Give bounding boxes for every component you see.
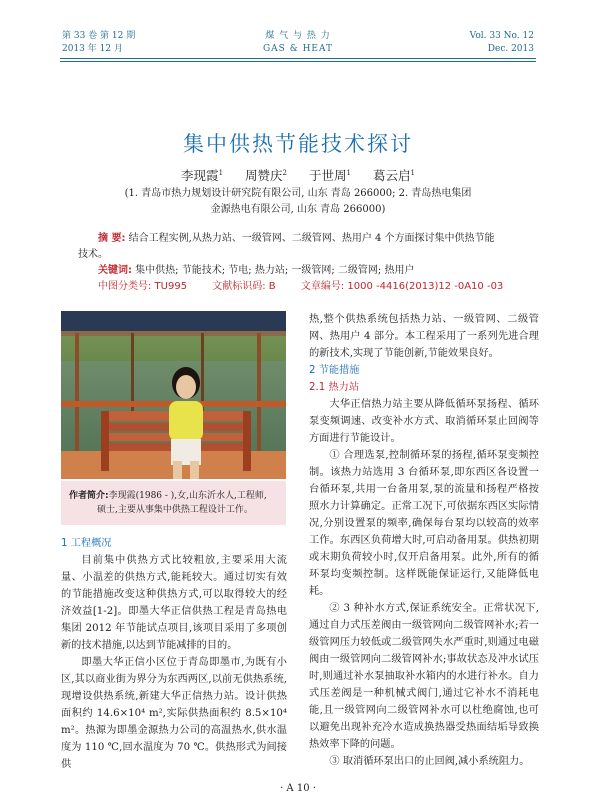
author-bio-label: 作者简介:: [69, 491, 109, 501]
author: [245, 168, 287, 183]
journal-name-cn: 煤 气 与 热 力: [265, 31, 331, 41]
left-column: [61, 535, 287, 773]
affil-mark: 1: [218, 168, 224, 177]
body-paragraph: 即墨大华正信小区位于青岛即墨市,为既有小区,其以商业街为界分为东西两区,以前无供热系统,现增设供热系统,新建大华正信热力站。设计供热面积约 14.6×10⁴ m²,实际供热面积约 8.5×10⁴ m²。热源为即墨金源热力公司的高温热水,供水温度为 110 ℃,回水温度为 70 ℃。供热形式为间接供: [61, 657, 287, 770]
article-number: 文章编号: 1000 -4416(2013)12 -0A10 -03: [300, 281, 504, 292]
affiliation-line: (1. 青岛市热力规划设计研究院有限公司, 山东 青岛 266000; 2. 青岛热电集团: [124, 188, 472, 199]
keywords-label: 关键词:: [98, 265, 132, 276]
author-bio-text-cont: 硕士,主要从事集中供热工程设计工作。: [97, 505, 253, 515]
section-heading: 1 工程概况: [61, 538, 112, 549]
header-rule-double: [60, 61, 536, 62]
subsection-heading: 2.1 热力站: [309, 382, 360, 393]
author-name: 于世周: [308, 168, 347, 183]
journal-volume-en: [470, 30, 534, 56]
author-bio-text: 李现霞(1986 - ),女,山东沂水人,工程师,: [108, 491, 267, 501]
author-list: [0, 166, 596, 184]
volume-issue: 第 33 卷 第 12 期: [62, 31, 136, 41]
abstract-text: 结合工程实例,从热力站、一级管网、二级管网、热用户 4 个方面探讨集中供热节能: [125, 233, 495, 244]
volume-en: Vol. 33 No. 12: [469, 31, 534, 41]
journal-name-en: GAS & HEAT: [262, 44, 334, 54]
abstract-label: 摘 要:: [98, 233, 126, 244]
page-number: · A 10 ·: [280, 783, 316, 794]
classification-line: [98, 279, 528, 295]
author-photo: [61, 311, 286, 479]
author-name: 周赞庆: [245, 168, 283, 183]
author-bio: [61, 481, 286, 525]
author-name: 李现霞: [181, 168, 219, 183]
affiliation-line: 金源热电有限公司, 山东 青岛 266000): [210, 204, 386, 215]
affil-mark: 1: [410, 168, 415, 177]
keywords-text: 集中供热; 节能技术; 节电; 热力站; 一级管网; 二级管网; 热用户: [132, 265, 415, 276]
date-en: Dec. 2013: [487, 44, 534, 54]
body-paragraph: ③ 取消循环泵出口的止回阀,减小系统阻力。: [329, 756, 530, 767]
right-column: [309, 311, 539, 770]
section-heading: 2 节能措施: [309, 365, 360, 376]
affil-mark: 1: [346, 168, 351, 177]
author: [309, 168, 351, 183]
body-paragraph: 目前集中供热方式比较粗放,主要采用大流量、小温差的供热方式,能耗较大。通过切实有效的节能措施改变这种供热方式,可以取得较大的经济效益[1-2]。即墨大华正信供热工程是青岛热电集团 2012 年节能试点项目,该项目采用了多项创新的技术措施,以达到节能减排的目的。: [61, 555, 287, 651]
affiliation: [0, 186, 596, 218]
affil-mark: 2: [282, 168, 287, 177]
paper-title: 集中供热节能技术探讨: [183, 132, 413, 156]
issue-date: 2013 年 12 月: [62, 44, 123, 54]
abstract-block: [78, 231, 523, 279]
body-paragraph: ① 合理选泵,控制循环泵的扬程,循环泵变频控制。该热力站选用 3 台循环泵,即东西区各设置一台循环泵,共用一台备用泵,泵的流量和扬程严格按照水力计算确定。正常工况下,可依据东西区实际情况,分别设置泵的频率,确保每台泵均以较高的效率工作。东西区负荷增大时,可启动备用泵。供热初期或末期负荷较小时,仅开启备用泵。此外,所有的循环泵均变频控制。这样既能保证运行,又能降低电耗。: [309, 450, 539, 597]
abstract-text-cont: 技术。: [78, 249, 108, 260]
header-rule: [60, 58, 536, 59]
author: [373, 168, 415, 183]
body-paragraph: 热,整个供热系统包括热力站、一级管网、二级管网、热用户 4 部分。本工程采用了一系列先进合理的新技术,实现了节能创新,节能效果良好。: [309, 314, 539, 359]
body-paragraph: 大华正信热力站主要从降低循环泵扬程、循环泵变频调速、改变补水方式、取消循环泵止回阀等方面进行节能设计。: [309, 399, 539, 444]
author: [181, 168, 223, 183]
clc-number: 中图分类号: TU995: [98, 281, 188, 292]
body-paragraph: ② 3 种补水方式,保证系统安全。正常状况下,通过自力式压差阀由一级管网向二级管网补水;若一级管网压力较低或二级管网失水严重时,则通过电磁阀由一级管网向二级管网补水;事故状态及冲水试压时,则通过补水泵抽取补水箱内的水进行补水。自力式压差阀是一种机械式阀门,通过它补水不消耗电能,且一级管网向二级管网补水可以杜绝腐蚀,也可以避免出现补充冷水造成换热器受热面结垢导致换热效率下降的问题。: [309, 603, 539, 750]
document-code: 文献标识码: B: [212, 281, 276, 292]
author-name: 葛云启: [372, 168, 411, 183]
